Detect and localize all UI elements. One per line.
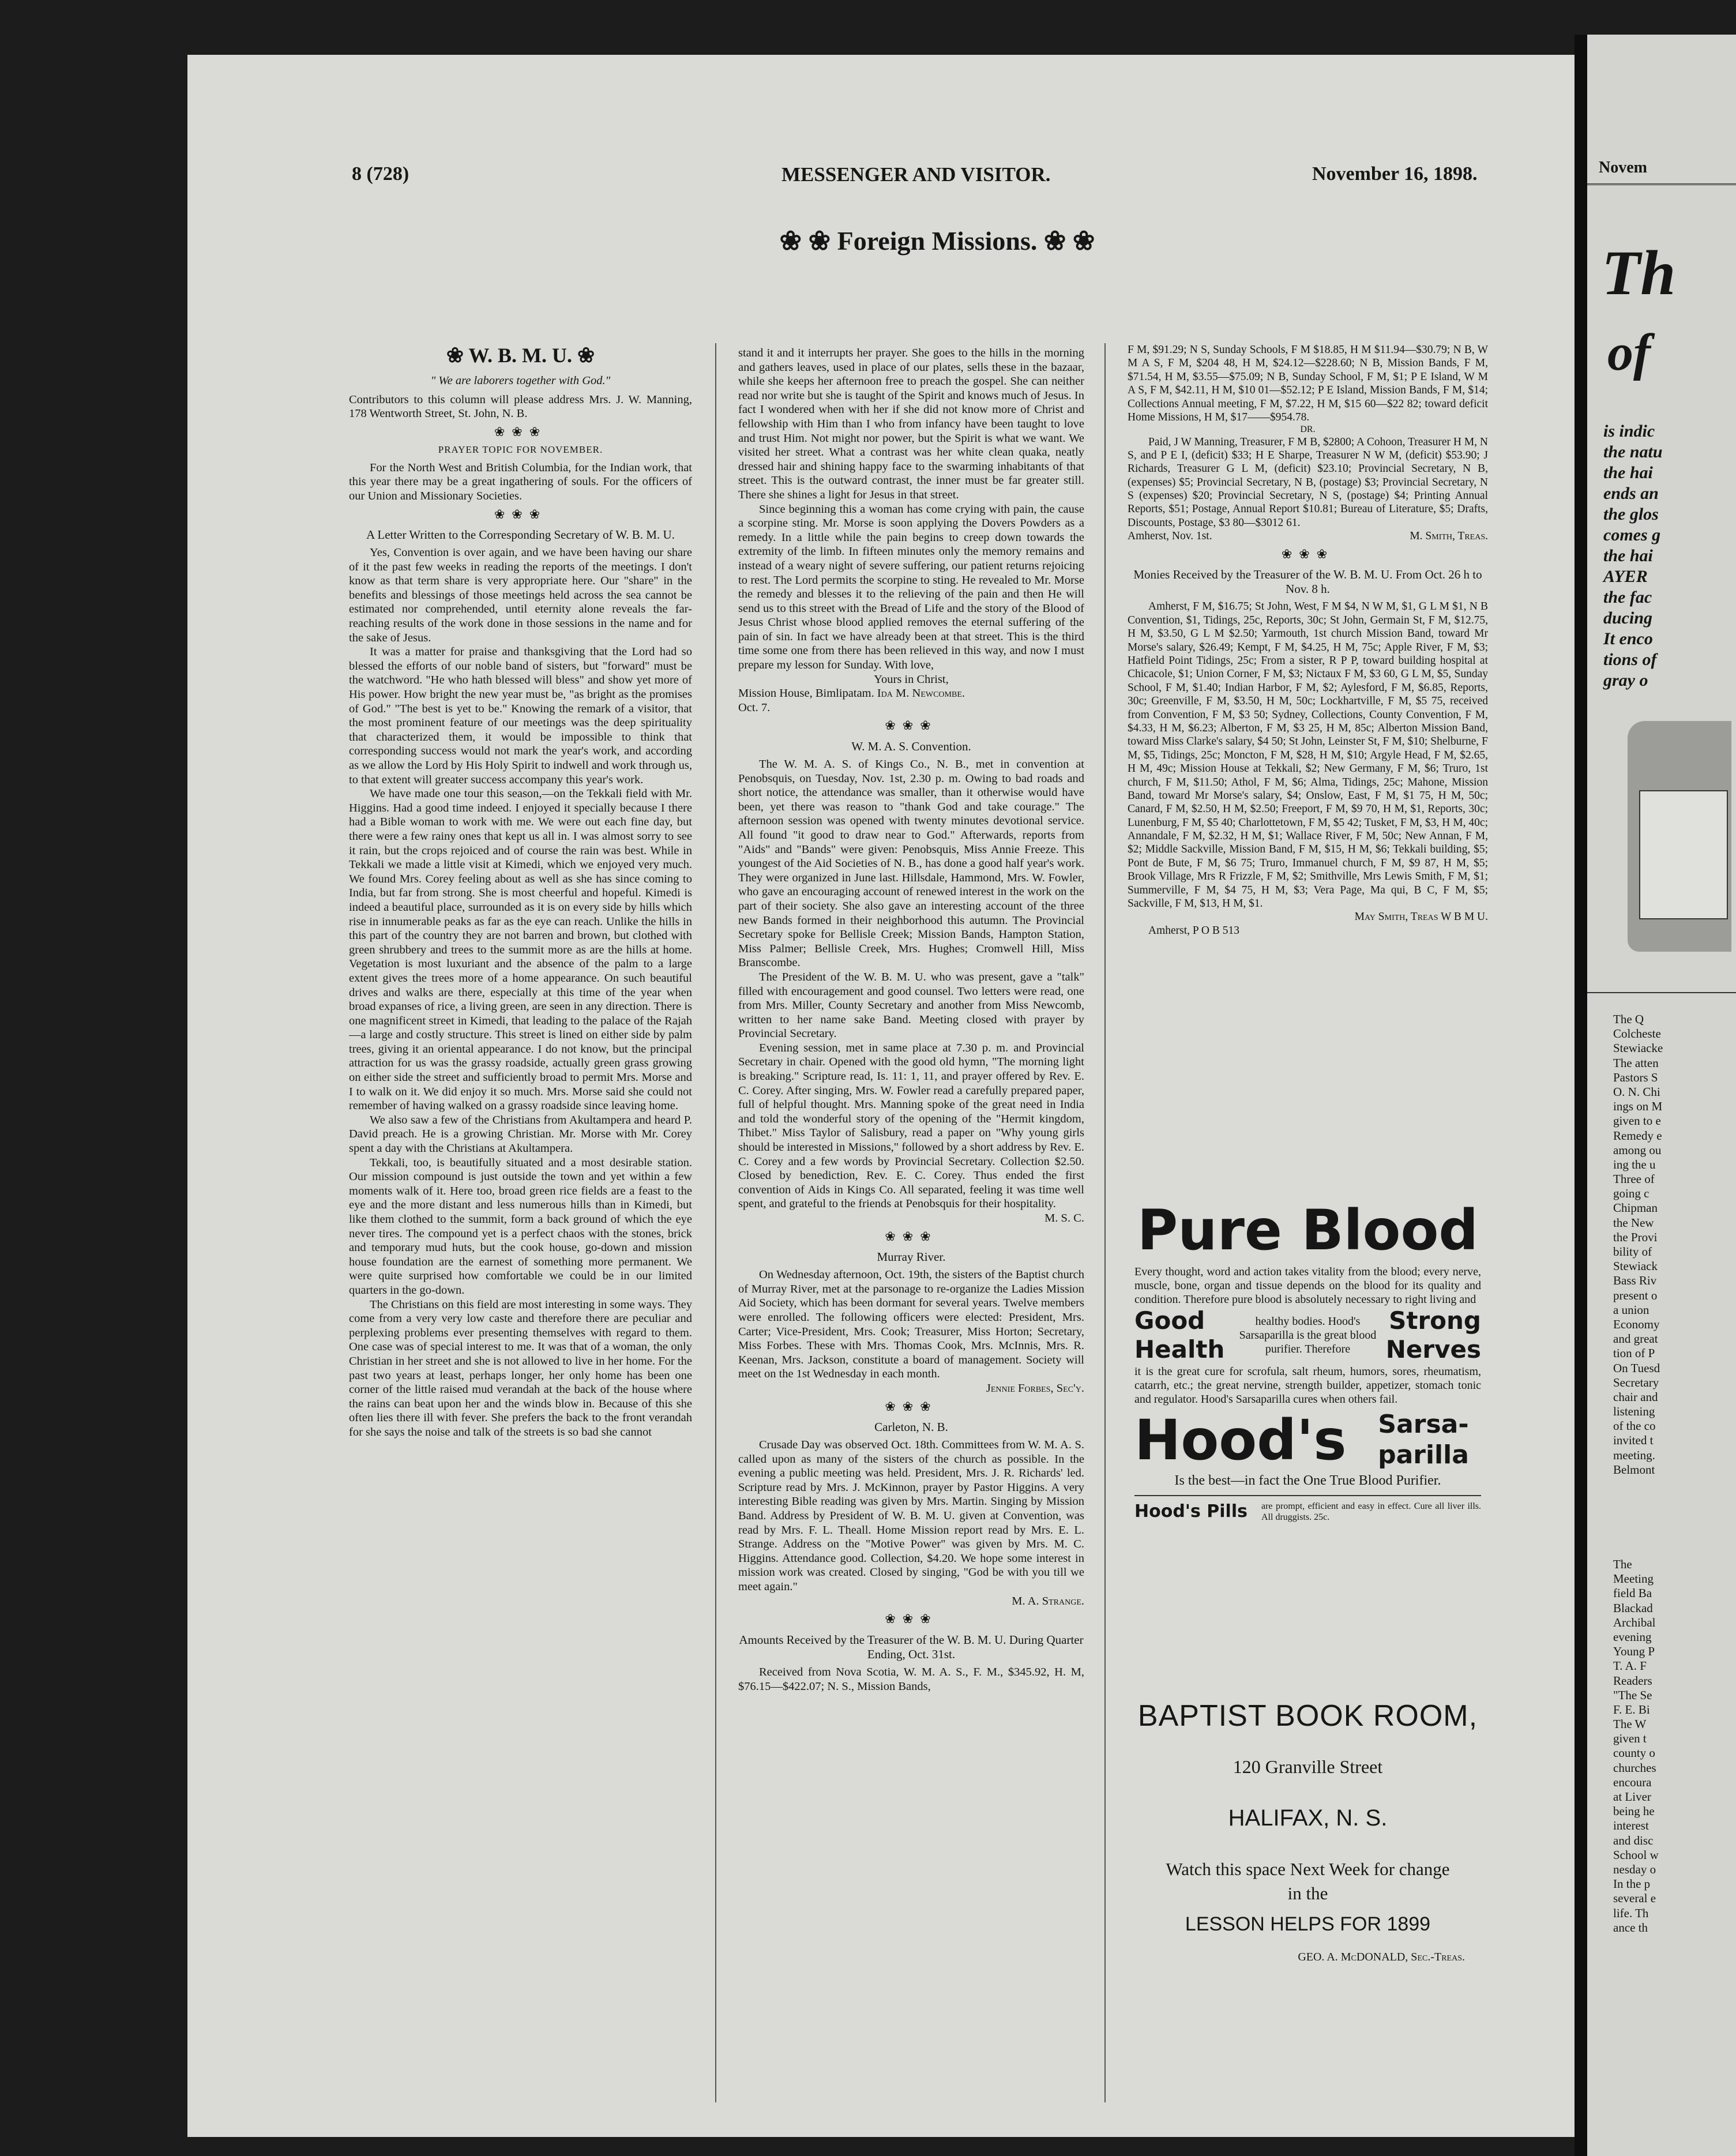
- monies-heading: Monies Received by the Treasurer of the W. B. M. U. From Oct. 26 h to Nov. 8 h.: [1133, 568, 1482, 596]
- bookroom-advertisement: [1128, 1699, 1488, 2033]
- next-page-text-line: of the co: [1613, 1419, 1656, 1433]
- leaf-ornament-left: ❀ ❀: [779, 226, 837, 256]
- next-page-italic-line: comes g: [1603, 525, 1661, 544]
- amounts-continued: F M, $91.29; N S, Sunday Schools, F M $18.85, H M $11.94—$30.79; N B, W M A S, F M, $204 48, H M, $24.12—$228.60; N B, Mission Bands, F M, $71.54, H M, $3.55—$75.09; N B, Sunday School, F M, $1; P E Island, W M A S, F M, $42.11, H M, $10 01—$52.12; P E Island, Mission Bands, F M, $14; Collections Annual meeting, F M, $7.22, H M, $15 60—$22 82; toward deficit Home Missions, H M, $17——$954.78.: [1128, 344, 1488, 423]
- ad-brand: Hood's: [1134, 1407, 1347, 1473]
- next-page-text-line: among ou: [1613, 1143, 1662, 1157]
- wbmu-title-text: W. B. M. U.: [468, 344, 573, 367]
- bookroom-city: HALIFAX, N. S.: [1228, 1805, 1388, 1831]
- next-page-text-line: going c: [1613, 1186, 1649, 1201]
- sign-name: M. Smith, Treas.: [1410, 530, 1488, 543]
- column-3: [1128, 343, 1488, 1194]
- ad-pills-text: are prompt, efficient and easy in effect. Cure all liver ills. All druggists. 25c.: [1261, 1501, 1481, 1523]
- letter-closing: Yours in Christ,: [874, 673, 949, 686]
- next-page-text-line: interest: [1613, 1819, 1649, 1833]
- next-page-text-line: given t: [1613, 1731, 1647, 1746]
- next-page-text-line: meeting.: [1613, 1448, 1655, 1462]
- next-page-text-line: T. A. F: [1613, 1659, 1647, 1673]
- next-page-text-line: churches: [1613, 1760, 1656, 1775]
- next-page-text-line: On Tuesd: [1613, 1361, 1660, 1375]
- bookroom-street: 120 Granville Street: [1233, 1756, 1383, 1777]
- next-page-text-line: and disc: [1613, 1833, 1654, 1847]
- ad-brand-row: [1128, 1406, 1488, 1471]
- sign-name: Ida M. Newcombe.: [877, 687, 965, 700]
- next-page-text-line: given to e: [1613, 1114, 1661, 1128]
- next-page-bottle-illustration: [1628, 721, 1731, 952]
- next-page-italic-line: the fac: [1603, 588, 1652, 607]
- ornament: ❀❀❀: [1281, 546, 1335, 561]
- column-2: [738, 346, 1084, 2111]
- wmas-signature: M. S. C.: [1044, 1212, 1084, 1225]
- ad-right-words: [1383, 1306, 1481, 1365]
- next-page-text-line: Meeting: [1613, 1572, 1654, 1586]
- next-page-text-line: nesday o: [1613, 1862, 1656, 1876]
- next-page-italic-line: tions of: [1603, 650, 1657, 669]
- next-page-text-line: Three of: [1613, 1172, 1655, 1186]
- ad-pills-row: [1128, 1501, 1488, 1523]
- ad-parilla: parilla: [1378, 1440, 1469, 1470]
- next-page-italic-line: It enco: [1603, 629, 1653, 648]
- leaf-ornament-right: ❀ ❀: [1037, 226, 1095, 256]
- next-page-text-line: field Ba: [1613, 1586, 1652, 1601]
- ornament: ❀❀❀: [885, 1612, 938, 1627]
- next-page-text-line: ings on M: [1613, 1099, 1663, 1114]
- adjacent-page: [1587, 35, 1736, 2156]
- next-page-rule: [1587, 183, 1736, 185]
- ad-word-health: Health: [1134, 1335, 1225, 1364]
- letter-paragraph: Tekkali, too, is beautifully situated and a most desirable station. Our mission compound is just outside the town and yet within a few moments walk of it. Here too, broad green rice fields are a feast to the eye and the more distant and less numerous hills than in Kimedi, but like them clothed to the summit, form a back ground of which the eye never tires. The compound yet is a perfect chaos with the stones, brick and temporary mud huts, but the cook house, go-down and mission house foundation are the earnest of something more permanent. We were quite surprised how comfortable we could be in our limited quarters in the go-down.: [349, 1156, 692, 1297]
- sign-place: Amherst, Nov. 1st.: [1128, 530, 1212, 543]
- next-page-big-title: Th: [1602, 238, 1676, 308]
- column-rule: [715, 343, 716, 2102]
- wmas-paragraph: Evening session, met in same place at 7.30 p. m. and Provincial Secretary in chair. Opened with the good old hymn, "The morning light is breaking." Scripture read, Is. 11: 1, 11, and prayer offered by Rev. E. C. Corey. After singing, Mrs. W. Fowler read a carefully prepared paper, full of helpful thought. Mrs. Manning spoke of the great need in India and told the wonderful story of the opening of the "Hermit kingdom, Thibet." Miss Taylor of Salisbury, read a paper on "Why young girls should be interested in Missions," followed by a short address by Rev. E. C. Corey and a few words by Provincial Secretary. Collection $2.50. Closed by benediction, Rev. E. C. Corey. Thus ended the first convention of Aids in Kings Co. All separated, feeling it was time well spent, and grateful to the friends at Penobsquis for their hospitality.: [738, 1041, 1084, 1211]
- next-page-text-line: Colcheste: [1613, 1027, 1661, 1041]
- murray-river-paragraph: On Wednesday afternoon, Oct. 19th, the sisters of the Baptist church of Murray River, met at the parsonage to re-organize the Ladies Mission Aid Society, which has been dormant for several years. Twelve members were enrolled. The following officers were elected: President, Mrs. Carter; Vice-President, Mrs. Cook; Treasurer, Miss Horton; Secretary, Miss Forbes. These with Mrs. Thomas Cook, Mrs. McInnis, Mrs. R. Keenan, Mrs. Jackson, constitute a board of management. Society will meet on the 1st Wednesday in each month.: [738, 1268, 1084, 1381]
- ad-left-words: [1134, 1306, 1233, 1365]
- next-page-italic-line: AYER: [1603, 567, 1648, 586]
- next-page-header: Novem: [1599, 159, 1647, 176]
- next-page-text-line: In the p: [1613, 1877, 1651, 1891]
- bookroom-watch: Watch this space Next Week for change: [1166, 1859, 1450, 1879]
- treasurer-address: Amherst, P O B 513: [1148, 924, 1239, 937]
- page-number: 8 (728): [352, 163, 409, 185]
- next-page-italic-line: the hai: [1603, 463, 1653, 482]
- sign-place: Mission House, Bimlipatam.: [738, 687, 874, 700]
- ornament: ❀❀❀: [885, 718, 938, 733]
- column-1: [349, 343, 692, 2102]
- wbmu-title: [349, 343, 692, 368]
- bookroom-secretary: GEO. A. McDONALD, Sec.-Treas.: [1298, 1951, 1465, 1963]
- ad-word-good: Good: [1134, 1306, 1205, 1335]
- bookroom-title: BAPTIST BOOK ROOM,: [1137, 1699, 1478, 1733]
- section-title-row: [735, 225, 1139, 256]
- ad-word-nerves: Nerves: [1385, 1335, 1481, 1364]
- hoods-advertisement: [1128, 1198, 1488, 1652]
- next-page-text-line: The: [1613, 1557, 1632, 1571]
- next-page-text-line: School w: [1613, 1847, 1659, 1862]
- wmas-paragraph: The W. M. A. S. of Kings Co., N. B., met in convention at Penobsquis, on Tuesday, Nov. 1st, 2.30 p. m. Owing to bad roads and short notice, the attendance was smaller, than it otherwise would have been, yet there was reason to "thank God and take courage." The afternoon session was opened with twenty minutes devotional service. All found "it good to draw near to God." Afterwards, reports from "Aids" and "Bands" were given: Penobsquis, Miss Annie Freeze. This youngest of the Aid Societies of N. B., has done a good half year's work. They were organized in June last. Hillsdale, Hammond, Mrs. W. Fowler, who gave an encouraging account of renewed interest in the work on the part of their society. She also gave an interesting account of the three new Bands formed in their neighborhood this autumn. The Provincial Secretary spoke for Bellisle Creek; Mission Bands, Hampton Station, Miss Palmer; Bellisle Creek, Mrs. Hughes; Cromwell Hill, Miss Branscombe.: [738, 758, 1084, 970]
- next-page-text-line: the Provi: [1613, 1230, 1658, 1244]
- next-page-italic-line: gray o: [1603, 671, 1648, 690]
- letter-paragraph: Yes, Convention is over again, and we have been having our share of it the past few weeks in reading the reports of the meetings. I don't know as that term share is very appropriate here. Our "share" in the benefits and blessings of those meetings held across the sea cannot be estimated nor comprehended, until eternity alone reveals the far-reaching results of the work done in those sessions in the name and for the sake of Jesus.: [349, 546, 692, 644]
- carleton-heading: Carleton, N. B.: [874, 1419, 948, 1434]
- next-page-italic-line: the natu: [1603, 442, 1663, 461]
- next-page-text-line: tion of P: [1613, 1346, 1655, 1361]
- ad-rule: [1134, 1495, 1481, 1496]
- bottle-label: [1639, 790, 1728, 919]
- letter-signature: [738, 686, 1084, 701]
- next-page-text-line: Belmont: [1613, 1462, 1655, 1477]
- murray-river-signature: Jennie Forbes, Sec'y.: [986, 1381, 1084, 1395]
- letter-paragraph: It was a matter for praise and thanksgiving that the Lord had so blessed the efforts of our noble band of sisters, but "forward" must be the watchword. "He who hath blessed will bless" and show yet more of His power. How bright the new year must be, "as bright as the promises of God." "The best is yet to be." Knowing the remark of a visitor, that the most prominent feature of our meetings was the deep spirituality that characterized them, it would be impossible to think that corresponding success would not mark the year's work, and according as we allow the Lord by His Holy Spirit to indwell and work through us, to that extent will greater success accompany this year's work.: [349, 645, 692, 786]
- next-page-text-line: being he: [1613, 1804, 1655, 1819]
- ad-body: Every thought, word and action takes vitality from the blood; every nerve, muscle, bone, organ and tissue depends on the blood for its quality and condition. Therefore pure blood is absolutely necessary to right living and: [1134, 1265, 1481, 1306]
- letter-paragraph: Since beginning this a woman has come crying with pain, the cause a scorpine sting. Mr. Morse is soon applying the Dovers Powders as a remedy. In a little while the pain begins to creep down towards the extremity of the limb. In fifteen minutes only the memory remains and instead of a weary night of severe suffering, our patient returns rejoicing to rest. The Lord permits the scorpine to sting. He revealed to Mr. Morse the remedy and blesses it to the relieving of the pain and then He will send us to this street with the Bread of Life and the story of the Blood of Jesus Christ whose blood applied removes the eternal suffering of the pain of sin. In fact we have already been at that street. This is the third time some one from there has been relieved in this way, and now I must prepare my lesson for Sunday. With love,: [738, 502, 1084, 672]
- next-page-text-line: evening: [1613, 1629, 1652, 1644]
- next-page-italic-line: is indic: [1603, 422, 1655, 441]
- wmas-heading: W. M. A. S. Convention.: [851, 739, 971, 753]
- treasurer-signature: [1128, 529, 1488, 543]
- next-page-text-line: present o: [1613, 1288, 1658, 1302]
- next-page-rule: [1587, 992, 1736, 993]
- ornament: ❀❀❀: [494, 424, 547, 439]
- next-page-text-line: Readers: [1613, 1673, 1652, 1688]
- next-page-big-title-2: of: [1607, 324, 1651, 381]
- next-page-text-line: life. Th: [1613, 1906, 1649, 1920]
- next-page-text-line: encoura: [1613, 1775, 1652, 1789]
- next-page-text-line: county o: [1613, 1746, 1655, 1760]
- ornament: ❀❀❀: [885, 1399, 938, 1414]
- next-page-text-line: F. E. Bi: [1613, 1702, 1650, 1716]
- next-page-text-line: at Liver: [1613, 1790, 1651, 1804]
- ad-sarsa: Sarsa-: [1378, 1409, 1469, 1439]
- next-page-text-line: Young P: [1613, 1644, 1655, 1659]
- next-page-text-line: the New: [1613, 1215, 1654, 1230]
- letter-paragraph: The Christians on this field are most interesting in some ways. They come from a very very low caste and therefore there are peculiar and perplexing problems ever presenting themselves with regard to them. One case was of special interest to me. It was that of a woman, the only Christian in her street and she is not allowed to live in her home. For the past two years at least, perhaps longer, her only home has been one corner of the little raised mud verandah at the back of the house where the rains can beat upon her and the winds blow in. Because of this she often lies there ill with fever. She prefers the back to the front verandah for she says the noise and talk of the streets is so bad she cannot: [349, 1298, 692, 1438]
- next-page-text-line: Bass Riv: [1613, 1274, 1657, 1288]
- next-page-italic-line: the hai: [1603, 546, 1653, 565]
- next-page-text-line: bility of: [1613, 1245, 1652, 1259]
- amounts-heading: Amounts Received by the Treasurer of the W. B. M. U. During Quarter Ending, Oct. 31st.: [739, 1632, 1084, 1661]
- next-page-text-line: ing the u: [1613, 1157, 1656, 1171]
- next-page-text-line: Secretary: [1613, 1375, 1659, 1389]
- masthead: MESSENGER AND VISITOR.: [781, 163, 1051, 186]
- ad-mid-row: [1128, 1306, 1488, 1365]
- letter-paragraph: We have made one tour this season,—on the Tekkali field with Mr. Higgins. Had a good time indeed. I enjoyed it specially because I there had a Bible woman to work with me. We were out each fine day, but there were a few rainy ones that kept us all in. I was almost sorry to see it rain, but the crops rejoiced and of course the rain was best. While in Tekkali we made a little visit at Kimedi, which we enjoyed very much. We found Mrs. Corey feeling about as well as she has since coming to India, but far from strong. She is most cheerful and hopeful. Kimedi is indeed a beautiful place, surrounded as it is on every side by hills which rise in innumerable peaks as far as the eye can reach. Unlike the hills in this part of the country they are not barren and brown, but clothed with green shrubbery and trees to the summit more as are the hills at home. Vegetation is most luxuriant and the absence of the palm to a large extent gives the trees more of a home appearance. On such beautiful drives and walks are there, especially at this time of the year when broad expanses of rice, a living green, are seen in any direction. There is one magnificent street in Kimedi, that leading to the palace of the Rajah—a large and costly structure. This street is lined on either side by palm trees, giving it an oriental appearance. I do not know, but the principal attraction for us was the grassy roadside, actually green grass growing on either side the street and sufficiently broad to permit Mrs. Morse and I to walk on it. We did enjoy it so much. Mrs. Morse said she could not remember of having walked on a grassy roadside since leaving home.: [349, 787, 692, 1113]
- next-page-text-line: Pastors S: [1613, 1070, 1658, 1084]
- next-page-italic-text: [1603, 421, 1663, 691]
- next-page-text-line: Remedy e: [1613, 1128, 1662, 1143]
- letter-date: Oct. 7.: [738, 701, 771, 714]
- letter-paragraph: We also saw a few of the Christians from Akultampera and heard P. David preach. He is a growing Christian. Mr. Morse with Mr. Corey spent a day with the Christians at Akultampera.: [349, 1113, 692, 1155]
- next-page-text-line: Blackad: [1613, 1601, 1653, 1615]
- bookroom-in-the: in the: [1287, 1883, 1328, 1903]
- prayer-topic-heading: PRAYER TOPIC FOR NOVEMBER.: [438, 444, 603, 456]
- dr-label: DR.: [1300, 425, 1316, 435]
- carleton-paragraph: Crusade Day was observed Oct. 18th. Committees from W. M. A. S. called upon as many of the sisters of the church as possible. In the evening a public meeting was held. President, Mrs. J. R. Richards' led. Scripture read by Mrs. J. McKinnon, prayer by Pastor Higgins. A very interesting Bible reading was given by Mrs. Martin. Singing by Mission Band. Address by President of W. B. M. U. given at Convention, was read by Mrs. F. L. Theall. Home Mission report read by Mrs. E. L. Strange. Address on the "Motive Power" was given by Mrs. M. C. Higgins. Attendance good. Collection, $4.20. We hope some interest in mission work was created. Closed by singing, "God be with you till we meet again.": [738, 1438, 1084, 1594]
- prayer-topic-text: For the North West and British Columbia, for the Indian work, that this year there may be a great ingathering of souls. For the officers of our Union and Missionary Societies.: [349, 461, 692, 502]
- carleton-signature: M. A. Strange.: [1012, 1594, 1084, 1607]
- next-page-text-line: several e: [1613, 1891, 1656, 1906]
- ad-mid-text: healthy bodies. Hood's Sarsaparilla is the great blood purifier. Therefore: [1239, 1315, 1377, 1356]
- ad-tagline: Is the best—in fact the One True Blood Purifier.: [1174, 1473, 1441, 1489]
- next-page-text: [1613, 1012, 1663, 1477]
- contributor-note: Contributors to this column will please address Mrs. J. W. Manning, 178 Wentworth Street, St. John, N. B.: [349, 393, 692, 420]
- next-page-text-line: Economy: [1613, 1317, 1660, 1331]
- next-page-text-line: invited t: [1613, 1433, 1654, 1448]
- ad-body-2: it is the great cure for scrofula, salt rheum, humors, sores, rheumatism, catarrh, etc.; the great nervine, strength builder, appetizer, stomach tonic and regulator. Hood's Sarsaparilla cures when others fail.: [1134, 1365, 1481, 1406]
- next-page-italic-line: ducing: [1603, 609, 1653, 628]
- next-page-text-line: ance th: [1613, 1920, 1648, 1935]
- wmas-paragraph: The President of the W. B. M. U. who was present, gave a "talk" filled with encouragement and good counsel. Two letters were read, one from Mrs. Miller, County Secretary and another from Miss Newcomb, written to her name sake Band. Meeting closed with prayer by Provincial Secretary.: [738, 970, 1084, 1041]
- next-page-text-line: The W: [1613, 1717, 1647, 1731]
- next-page-text-line: Archibal: [1613, 1615, 1656, 1629]
- next-page-text-line: listening: [1613, 1404, 1655, 1419]
- column-rule: [1104, 343, 1106, 2102]
- ornament: ❀: [446, 344, 469, 367]
- ad-headline: Pure Blood: [1137, 1198, 1479, 1263]
- page-gutter: [1575, 35, 1587, 2156]
- newspaper-page: [187, 55, 1575, 2137]
- letter-heading: A Letter Written to the Corresponding Secretary of W. B. M. U.: [366, 527, 675, 542]
- next-page-italic-line: ends an: [1603, 484, 1659, 503]
- next-page-text-line: The atten: [1613, 1056, 1659, 1070]
- next-page-text-line: Stewiack: [1613, 1259, 1658, 1274]
- next-page-text-line: chair and: [1613, 1389, 1658, 1404]
- paid-paragraph: Paid, J W Manning, Treasurer, F M B, $2800; A Cohoon, Treasurer H M, N S, and P E I, (deficit) $33; H E Sharpe, Treasurer N W M, (deficit) $53.90; J Richards, Treasurer G L M, (deficit) $23.10; Provincial Secretary, N B, (expenses) $5; Provincial Secretary, N B, (postage) $3; Provincial Secretary, N S (expenses) $20; Provincial Secretary, N S, (postage) $4; Printing Annual Reports, $51; Postage, Annual Report $10.81; Bureau of Literature, $5; Drafts, Discounts, Postage, $3 80—$3012 61.: [1128, 435, 1488, 529]
- next-page-text-line: and great: [1613, 1332, 1658, 1346]
- ornament: ❀: [572, 344, 595, 367]
- amounts-paragraph: Received from Nova Scotia, W. M. A. S., F. M., $345.92, H. M, $76.15—$422.07; N. S., Mission Bands,: [738, 1666, 1084, 1693]
- next-page-text-line: The Q: [1613, 1012, 1644, 1026]
- next-page-text-line: "The Se: [1613, 1688, 1652, 1702]
- letter-continued: stand it and it interrupts her prayer. She goes to the hills in the morning and gathers leaves, used in place of our plates, sells these in the bazaar, while she keeps her afternoon free to preach the gospel. She can neither read nor write but she is taught of the Spirit and knows much of Jesus. In fact I wondered when with her if she did not know more of Christ and fellowship with Him than I who from infancy have been taught to love and trust Him. Not might nor power, but the Spirit is what we want. We visited her street. What a contrast was her white clean quaka, neatly dressed hair and shining happy face to the swarming inhabitants of that street. This is the outward contrast, the inner must be far greater still. There she shines a light for Jesus in that street.: [738, 347, 1084, 501]
- issue-date: November 16, 1898.: [1312, 163, 1478, 185]
- murray-river-heading: Murray River.: [877, 1250, 946, 1264]
- treasurer-signature-2: May Smith, Treas W B M U.: [1354, 911, 1488, 923]
- next-page-text-line: Stewiacke: [1613, 1041, 1663, 1056]
- ad-word-strong: Strong: [1389, 1306, 1481, 1335]
- wbmu-motto: " We are laborers together with God.": [430, 374, 611, 388]
- next-page-text-line: a union: [1613, 1302, 1649, 1317]
- next-page-text-line: O. N. Chi: [1613, 1084, 1660, 1099]
- ornament: ❀❀❀: [494, 506, 547, 521]
- section-title: Foreign Missions.: [837, 226, 1038, 256]
- next-page-italic-line: the glos: [1603, 505, 1659, 524]
- next-page-text: [1613, 1557, 1659, 1935]
- ad-pills: Hood's Pills: [1134, 1501, 1247, 1522]
- ornament: ❀❀❀: [885, 1229, 938, 1244]
- monies-paragraph: Amherst, F M, $16.75; St John, West, F M $4, N W M, $1, G L M $1, N B Convention, $1, Tidings, 25c, Reports, 30c; St John, Germain St, F M, $12.75, H M, $3.50, G L M $2.50; Yarmouth, 1st church Mission Band, toward Mr Morse's salary, $26.49; Kempt, F M, $4.25, H M, 75c; Apple River, F M, $3; Hatfield Point Tidings, 25c; From a sister, R P P, toward building hospital at Chicacole, $1; Union Corner, F M, $3; Nictaux F M, $3 60, G L M, $5, Sunday School, F M, $1.40; Indian Harbor, F M, $2; Aylesford, F M, $6.85, Reports, 30c; Greenville, F M, $3.50, H M, 50c; Lockhartville, F M, $5 75, received from Convention, F M, $3 50; Sydney, Collections, County Convention, F M, $4.33, H M, $6.23; Alberton, F M, $3 25, H M, 85c; Alberton Mission Band, toward Miss Clarke's salary, $4 50; St John, Leinster St, F M, $10; Shelburne, F M, $5, Tidings, 25c; Moncton, F M, $28, H M, $10; Argyle Head, F M, $2.65, H M, 49c; Mission House at Tekkali, $2; New Germany, F M, $6; Truro, 1st church, F M, $11.50; Athol, F M, $6; Alma, Tidings, 25c; Mahone, Mission Band, toward Mr Morse's salary, $4; Onslow, East, F M, $1 75, H M, 50c; Canard, F M, $2.50, H M, $2.50; Freeport, F M, $9 70, H M, $1, Reports, 30c; Lunenburg, F M, $5 40; Charlottetown, F M, $5 42; Tusket, F M, $3, H M, 40c; Annandale, F M, $2.32, H M, $1; Wallace River, F M, 50c; New Annan, F M, $2; Middle Sackville, Mission Band, F M, $15, H M, $6; Tekkali building, $5; Pont de Bute, F M, $6 75; Truro, Immanuel church, F M, $9 87, H M, $5; Brook Village, Mrs R Frizzle, F M, $2; Smithville, Mrs Lewis Smith, F M, $1; Summerville, F M, $4 75, H M, $3; Vera Page, Ma qui, B C, F M, $5; Sackville, F M, $13, H M, $1.: [1128, 600, 1488, 910]
- ad-product: [1366, 1410, 1481, 1471]
- bookroom-lesson: LESSON HELPS FOR 1899: [1185, 1913, 1431, 1935]
- next-page-text-line: Chipman: [1613, 1201, 1658, 1215]
